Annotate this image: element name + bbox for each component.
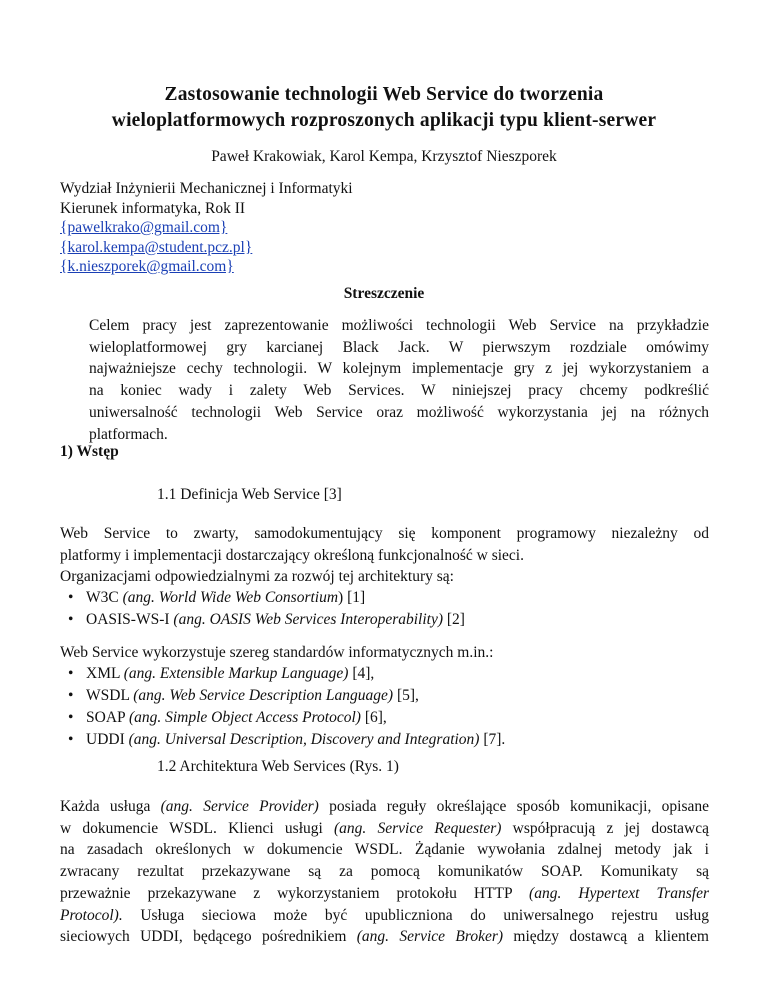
abstract-line: najważniejsze cechy technologii. W kolejnym implementacje gry z jej wykorzystaniem a bbox=[89, 360, 709, 378]
affiliation-course: Kierunek informatyka, Rok II bbox=[60, 200, 246, 217]
paragraph-line: platformy i implementacji dostarczający określoną funkcjonalność w sieci. bbox=[60, 546, 524, 564]
paragraph-line: Każda usługa (ang. Service Provider) posiada reguły określające sposób komunikacji, opisane bbox=[60, 798, 709, 815]
paragraph-line: Web Service to zwarty, samodokumentujący się komponent programowy niezależny od bbox=[60, 525, 709, 542]
paper-title bbox=[60, 82, 708, 134]
email-link-1[interactable]: {pawelkrako@gmail.com} bbox=[60, 219, 228, 236]
paragraph-line: w dokumencie WSDL. Klienci usługi (ang. Service Requester) współpracują z jej dostawcą bbox=[60, 819, 709, 837]
subsection-heading-1-2: 1.2 Architektura Web Services (Rys. 1) bbox=[157, 758, 399, 775]
list-item: • UDDI (ang. Universal Description, Discovery and Integration) [7]. bbox=[60, 729, 505, 751]
email-link-2[interactable]: {karol.kempa@student.pcz.pl} bbox=[60, 239, 253, 256]
author-list: Paweł Krakowiak, Karol Kempa, Krzysztof Nieszporek bbox=[211, 148, 557, 165]
abstract-heading: Streszczenie bbox=[343, 285, 425, 302]
standards-intro: Web Service wykorzystuje szereg standardów informatycznych m.in.: bbox=[60, 644, 494, 661]
subsection-heading-1-1: 1.1 Definicja Web Service [3] bbox=[157, 486, 342, 503]
section-heading-intro: 1) Wstęp bbox=[60, 443, 119, 460]
architecture-paragraph bbox=[60, 796, 709, 948]
list-item: • WSDL (ang. Web Service Description Language) [5], bbox=[60, 685, 505, 707]
abstract-body bbox=[89, 315, 709, 445]
abstract-line: platformach. bbox=[89, 425, 168, 443]
intro-paragraph bbox=[60, 523, 709, 566]
abstract-line: wieloplatformowej gry karcianej Black Jack. W pierwszym rozdziale omówimy bbox=[89, 338, 709, 356]
list-item: • OASIS-WS-I (ang. OASIS Web Services Interoperability) [2] bbox=[60, 609, 465, 631]
email-link-3[interactable]: {k.nieszporek@gmail.com} bbox=[60, 258, 234, 275]
orgs-intro: Organizacjami odpowiedzialnymi za rozwój tej architektury są: bbox=[60, 568, 454, 585]
abstract-line: uniwersalność technologii Web Service oraz możliwość wykorzystania jej na różnych bbox=[89, 403, 709, 421]
title-line-2: wieloplatformowych rozproszonych aplikacji typu klient-serwer bbox=[111, 110, 657, 131]
affiliation-department: Wydział Inżynierii Mechanicznej i Informatyki bbox=[60, 180, 353, 197]
paragraph-line: zwracany rezultat przekazywane są za pomocą komunikatów SOAP. Komunikaty są bbox=[60, 863, 709, 881]
paragraph-line: na zasadach określonych w dokumencie WSDL. Żądanie wywołania zdalnej metody jak i bbox=[60, 841, 709, 859]
list-item: • W3C (ang. World Wide Web Consortium) [1] bbox=[60, 587, 465, 609]
title-line-1: Zastosowanie technologii Web Service do tworzenia bbox=[164, 84, 604, 105]
abstract-line: na koniec wady i zalety Web Services. W niniejszej pracy chcemy podkreślić bbox=[89, 382, 709, 400]
paragraph-line: przeważnie przekazywane z wykorzystaniem protokołu HTTP (ang. Hypertext Transfer bbox=[60, 884, 709, 902]
standards-list bbox=[60, 663, 505, 751]
abstract-line: Celem pracy jest zaprezentowanie możliwości technologii Web Service na przykładzie bbox=[89, 317, 709, 334]
orgs-list bbox=[60, 587, 465, 631]
list-item: • SOAP (ang. Simple Object Access Protocol) [6], bbox=[60, 707, 505, 729]
paragraph-line: Protocol). Usługa sieciowa może być upubliczniona do uniwersalnego rejestru usług bbox=[60, 906, 709, 924]
list-item: • XML (ang. Extensible Markup Language) [4], bbox=[60, 663, 505, 685]
paragraph-line: sieciowych UDDI, będącego pośrednikiem (ang. Service Broker) między dostawcą a klientem bbox=[60, 928, 709, 946]
